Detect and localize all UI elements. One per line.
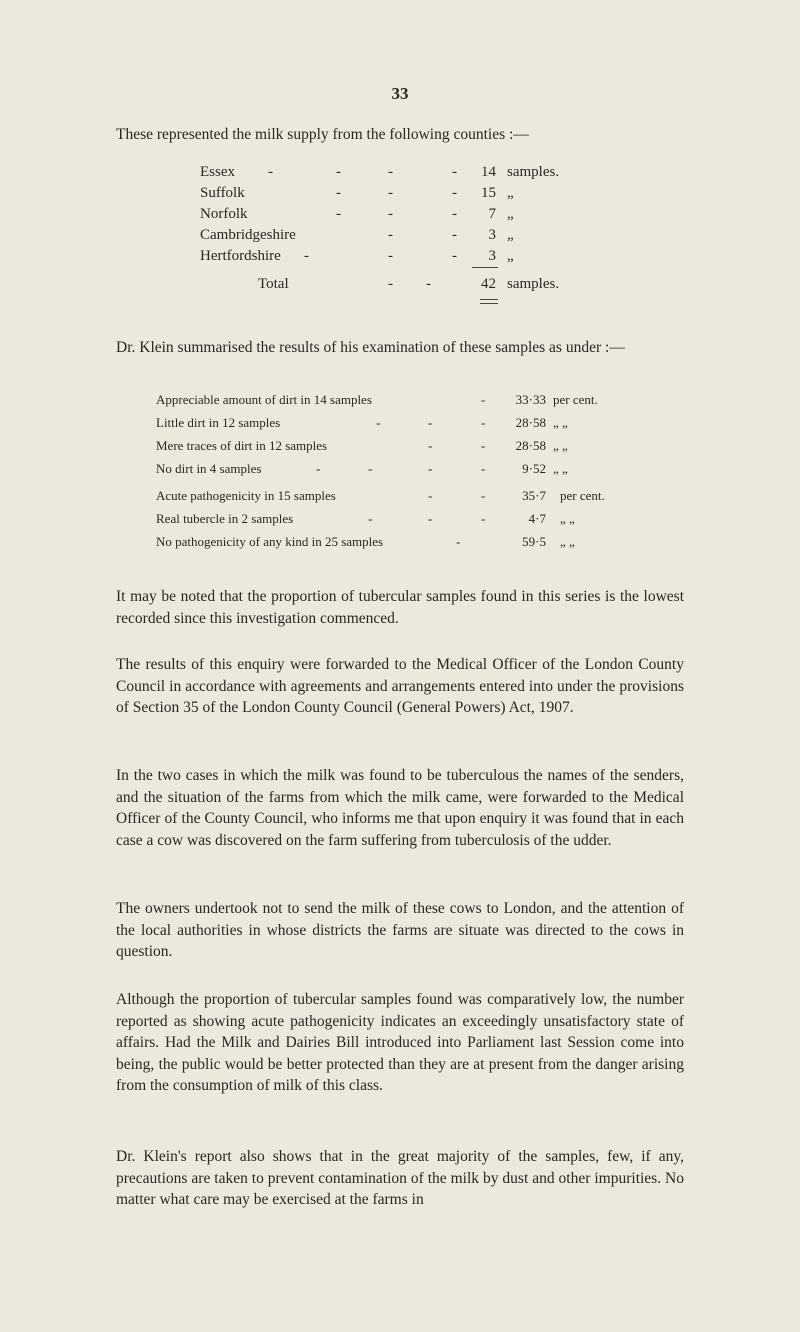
- result-value: 9·52: [522, 461, 546, 476]
- result-value: 59·5: [522, 534, 546, 549]
- total-label: Total: [258, 276, 289, 292]
- county-unit: samples.: [507, 164, 560, 180]
- paragraph: The results of this enquiry were forwarded to the Medical Officer of the London County Council in accordance with agreements and arrangements entered into under the provisions of Section 35 of the London County Council (General Powers) Act, 1907.: [116, 656, 684, 716]
- county-name: Cambridgeshire: [200, 227, 296, 243]
- county-unit: „: [507, 248, 514, 264]
- result-unit: „ „: [560, 511, 575, 526]
- total-double-rule: [480, 299, 498, 304]
- paragraph: In the two cases in which the milk was found to be tuberculous the names of the senders, and the situation of the farms from which the milk came, were forwarded to the Medical Officer of the County Council, who informs me that upon enquiry it was found that in each case a cow was discovered on the farm suffering from tuberculosis of the udder.: [116, 767, 684, 849]
- county-count: 3: [488, 227, 496, 243]
- result-label: Real tubercle in 2 samples: [156, 511, 294, 526]
- result-unit: per cent.: [553, 392, 598, 407]
- result-value: 28·58: [515, 415, 546, 430]
- result-value: 4·7: [528, 511, 546, 526]
- county-unit: „: [507, 206, 514, 222]
- county-count: 14: [481, 164, 496, 180]
- result-unit: „ „: [553, 461, 568, 476]
- pathogenicity-results-table: Acute pathogenicity in 15 samples - - 35·7 per cent. Real tubercle in 2 samples - - - 4·7 „ „ No pathogenicity of any kind in 25 samples - 59·5 „ „: [156, 488, 605, 549]
- county-count: 7: [488, 206, 496, 222]
- result-label: Appreciable amount of dirt in 14 samples: [156, 392, 372, 407]
- county-count: 3: [488, 248, 496, 264]
- page-number: 33: [391, 84, 409, 103]
- result-unit: per cent.: [560, 488, 605, 503]
- result-value: 33·33: [515, 392, 546, 407]
- paragraph: It may be noted that the proportion of tubercular samples found in this series is the lowest recorded since this investigation commenced.: [116, 588, 684, 627]
- result-unit: „ „: [560, 534, 575, 549]
- result-label: Little dirt in 12 samples: [156, 415, 281, 430]
- summary-intro: Dr. Klein summarised the results of his examination of these samples as under :—: [116, 339, 625, 356]
- total-unit: samples.: [507, 276, 560, 292]
- county-name: Hertfordshire: [200, 248, 281, 264]
- paragraph: Although the proportion of tubercular samples found was comparatively low, the number reported as showing acute pathogenicity indicates an exceedingly unsatisfactory state of affairs. Had the Milk and Dairies Bill introduced into Parliament last Session come into being, the public would be better protected than they are at present from the danger arising from the consumption of milk of this class.: [116, 991, 684, 1094]
- result-label: No pathogenicity of any kind in 25 samples: [156, 534, 384, 549]
- result-label: Acute pathogenicity in 15 samples: [156, 488, 336, 503]
- county-unit: „: [507, 227, 514, 243]
- county-name: Norfolk: [200, 206, 248, 222]
- result-label: No dirt in 4 samples: [156, 461, 262, 476]
- result-value: 35·7: [522, 488, 546, 503]
- total-count: 42: [481, 276, 496, 292]
- result-label: Mere traces of dirt in 12 samples: [156, 438, 328, 453]
- county-unit: „: [507, 185, 514, 201]
- county-count: 15: [481, 185, 496, 201]
- paragraph: Dr. Klein's report also shows that in the great majority of the samples, few, if any, precautions are taken to prevent contamination of the milk by dust and other impurities. No matter what care may be exercised at the farms in: [116, 1148, 684, 1208]
- intro-text: These represented the milk supply from the following counties :—: [116, 126, 529, 143]
- sum-rule: [472, 267, 498, 268]
- county-name: Suffolk: [200, 185, 245, 201]
- counties-table: Essex - - - - 14 samples. Suffolk - - - 15 „ Norfolk - - - 7 „ Cambridgeshire - - 3 „ Hertfordshire - - - 3 „ Total - - 42 samples.: [200, 164, 600, 314]
- county-name: Essex: [200, 164, 235, 180]
- paragraph: The owners undertook not to send the milk of these cows to London, and the attention of the local authorities in whose districts the farms are situate was directed to the cows in question.: [116, 900, 684, 960]
- result-unit: „ „: [553, 415, 568, 430]
- dirt-results-table: Appreciable amount of dirt in 14 samples - 33·33 per cent. Little dirt in 12 samples - - - 28·58 „ „ Mere traces of dirt in 12 samples - - 28·58 „ „ No dirt in 4 samples - - - - 9·52 „ „: [156, 392, 598, 476]
- result-value: 28·58: [515, 438, 546, 453]
- result-unit: „ „: [553, 438, 568, 453]
